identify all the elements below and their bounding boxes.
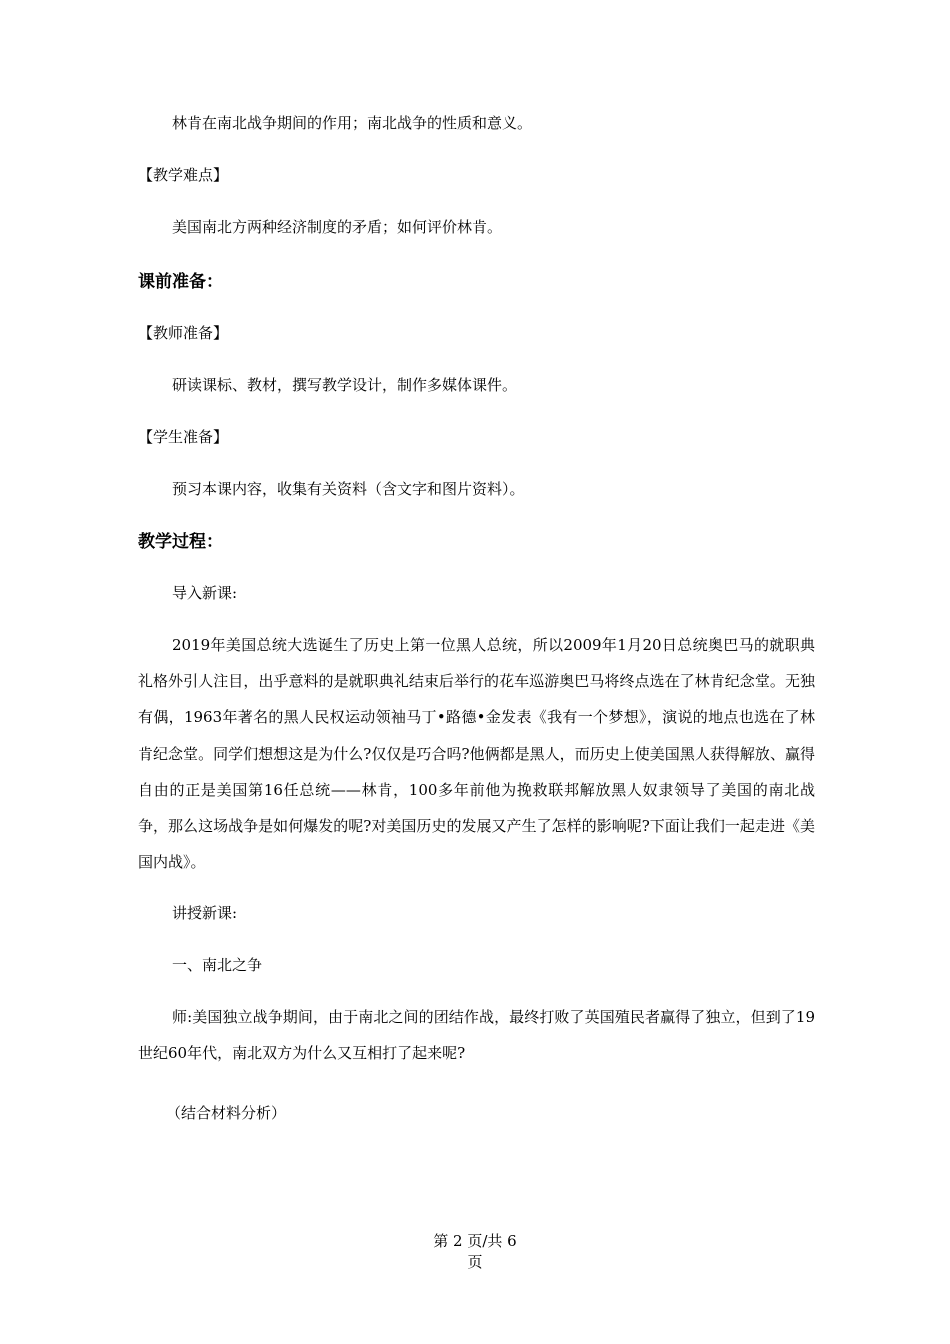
teacher-prep-label: 【教师准备】 [138,324,229,342]
teacher-question-paragraph [138,999,815,1071]
prep-heading: 课前准备： [138,272,223,292]
intro-label: 导入新课: [172,584,238,602]
section-one-title: 一、南北之争 [172,956,263,974]
page-number-line1: 第 2 页/共 6 [433,1232,517,1250]
teaching-difficulty-label: 【教学难点】 [138,166,229,184]
process-heading: 教学过程： [138,532,223,552]
page-number-line2: 页 [467,1253,483,1271]
teacher-prep-text: 研读课标、教材，撰写教学设计，制作多媒体课件。 [172,376,518,394]
material-note: （结合材料分析） [166,1104,287,1122]
intro-paragraph [138,627,815,880]
student-prep-text: 预习本课内容，收集有关资料（含文字和图片资料）。 [172,480,525,498]
teaching-focus-text: 林肯在南北战争期间的作用；南北战争的性质和意义。 [172,114,533,132]
student-prep-label: 【学生准备】 [138,428,229,446]
teacher-question-text: 师:美国独立战争期间，由于南北之间的团结作战，最终打败了英国殖民者赢得了独立，但到了19世纪60年代，南北双方为什么又互相打了起来呢? [138,1008,815,1063]
intro-paragraph-text: 2019年美国总统大选诞生了历史上第一位黑人总统，所以2009年1月20日总统奥巴马的就职典礼格外引人注目，出乎意料的是就职典礼结束后举行的花车巡游奥巴马将终点选在了林肯纪念堂。无独有偶，1963年著名的黑人民权运动领袖马丁•路德•金发表《我有一个梦想》，演说的地点也选在了林肯纪念堂。同学们想想这是为什么?仅仅是巧合吗?他俩都是黑人，而历史上使美国黑人获得解放、赢得自由的正是美国第16任总统——林肯，100多年前他为挽救联邦解放黑人奴隶领导了美国的南北战争，那么这场战争是如何爆发的呢?对美国历史的发展又产生了怎样的影响呢?下面让我们一起走进《美国内战》。 [138,636,815,872]
lecture-label: 讲授新课: [172,904,238,922]
teaching-difficulty-text: 美国南北方两种经济制度的矛盾；如何评价林肯。 [172,218,503,236]
